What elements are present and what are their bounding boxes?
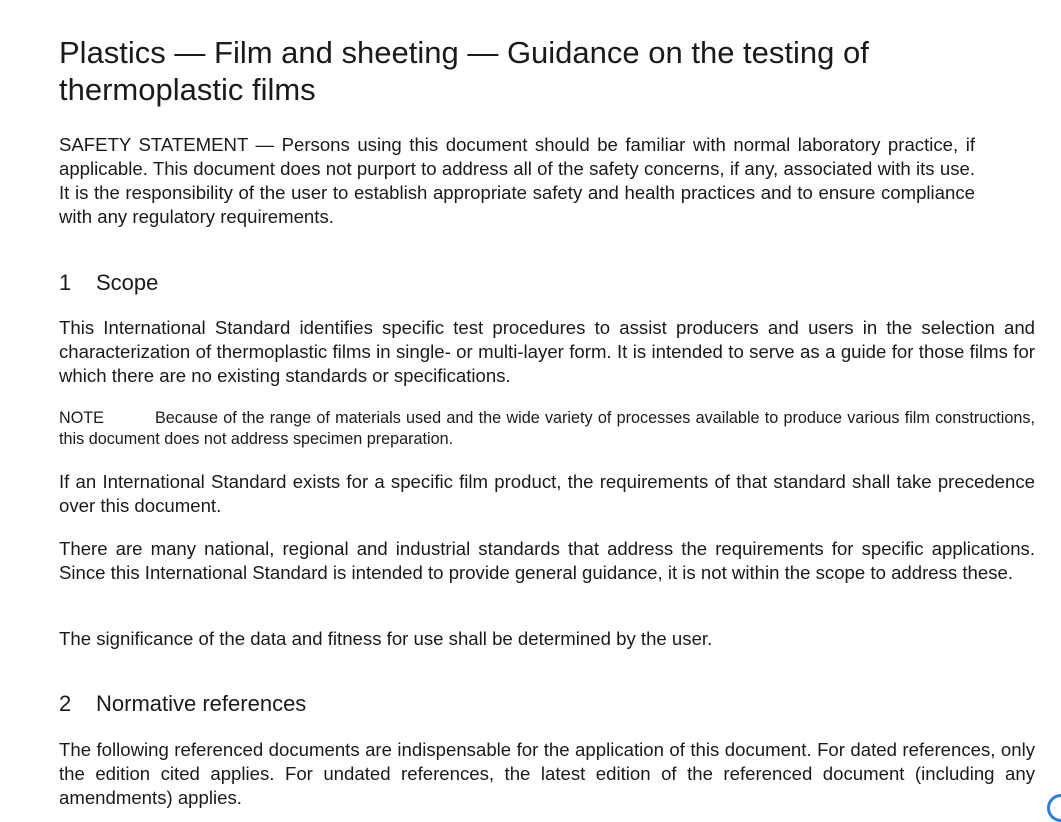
section-title: Normative references [96, 691, 307, 716]
section-number: 2 [59, 691, 72, 716]
safety-statement: SAFETY STATEMENT — Persons using this document should be familiar with normal laboratory practice, if applicable. This document does not purport to address all of the safety concerns, if any, associated with its use. It is the responsibility of the user to establish appropriate safety and health practices and to ensure compliance with any regulatory requirements. [59, 134, 975, 227]
normative-references-paragraph: The following referenced documents are indispensable for the application of this document. For dated references, only the edition cited applies. For undated references, the latest edition of the referenced document (including any amendments) applies. [59, 739, 1035, 808]
note-text: Because of the range of materials used and the wide variety of processes available to produce various film constructions, this document does not address specimen preparation. [59, 409, 1035, 448]
scope-paragraph-1: This International Standard identifies specific test procedures to assist producers and users in the selection and characterization of thermoplastic films in single- or multi-layer form. It is intended to serve as a guide for those films for which there are no existing standards or specifications. [59, 317, 1035, 386]
section-title: Scope [96, 270, 159, 295]
scroll-indicator[interactable] [1047, 794, 1061, 822]
section-heading-normative-references [59, 690, 306, 718]
scope-note [59, 408, 1035, 450]
scope-paragraph-4: The significance of the data and fitness for use shall be determined by the user. [59, 628, 713, 649]
scope-paragraph-3: There are many national, regional and industrial standards that address the requirements for specific applications. Since this International Standard is intended to provide general guidance, it is not within the scope to address these. [59, 538, 1035, 583]
note-label: NOTE [59, 409, 104, 427]
scope-paragraph-2: If an International Standard exists for a specific film product, the requirements of that standard shall take precedence over this document. [59, 471, 1035, 516]
document-title: Plastics — Film and sheeting — Guidance on the testing of thermoplastic films [59, 35, 869, 107]
section-heading-scope [59, 269, 158, 297]
section-number: 1 [59, 270, 72, 295]
